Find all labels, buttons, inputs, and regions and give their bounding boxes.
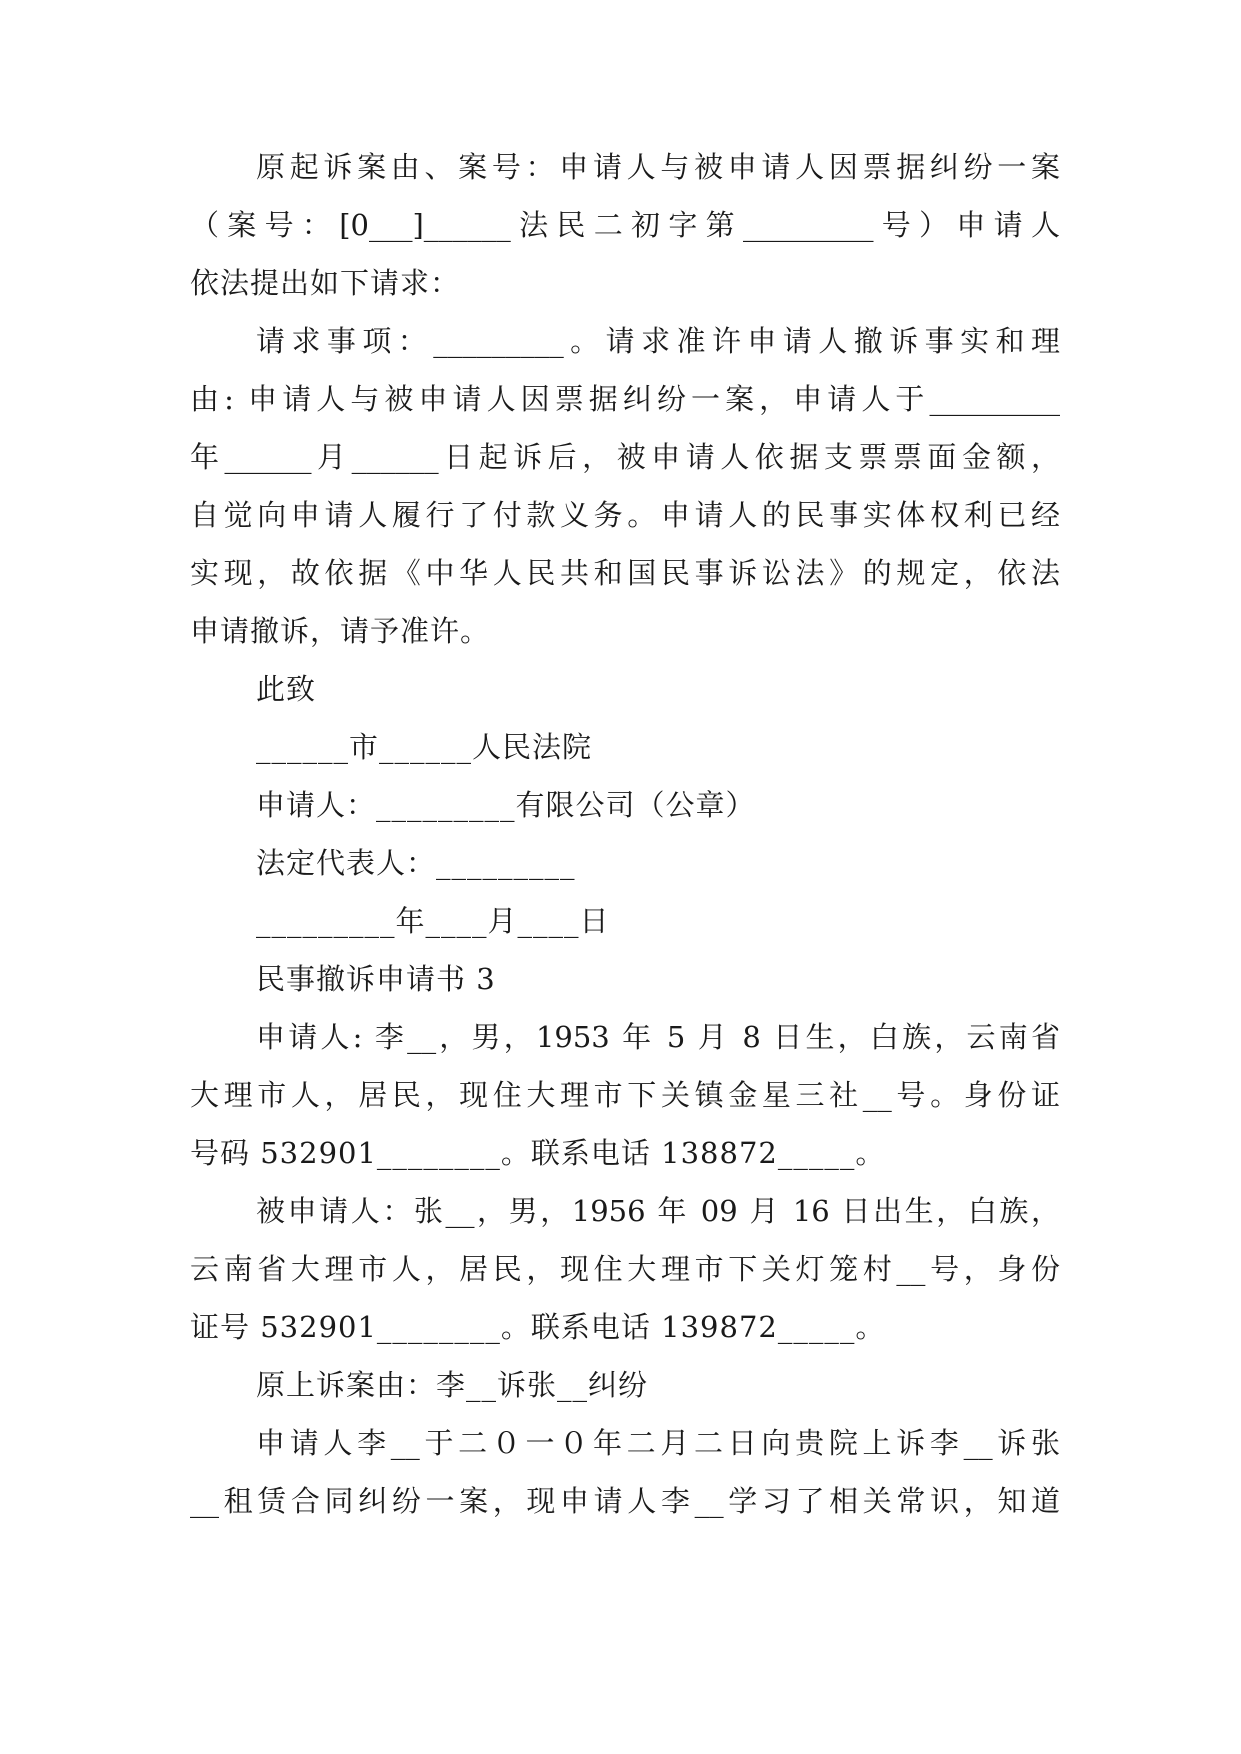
paragraph-line: 申请人: 李__，男，1953 年 5 月 8 日生，白族，云南省 [256,1020,1060,1054]
paragraph-line: __租赁合同纠纷一案，现申请人李__学习了相关常识，知道 [190,1484,1060,1518]
paragraph-line: 自觉向申请人履行了付款义务。申请人的民事实体权利已经 [190,498,1060,532]
paragraph-line: 云南省大理市人，居民，现住大理市下关灯笼村__号，身份 [190,1252,1060,1286]
salutation: 此致 [256,672,317,706]
paragraph-line: 依法提出如下请求： [190,266,461,300]
paragraph-line: 实现，故依据《中华人民共和国民事诉讼法》的规定，依法 [190,556,1060,590]
section-title: 民事撤诉申请书 3 [256,962,496,996]
paragraph-line: （案号：[0___]______法民二初字第_________号）申请人 [190,208,1060,242]
paragraph-line: 请求事项：_________。请求准许申请人撤诉事实和理 [256,324,1060,358]
paragraph-line: 年______月______日起诉后，被申请人依据支票票面金额， [190,440,1060,474]
paragraph-line: 申请人李__于二０一０年二月二日向贵院上诉李__诉张 [256,1426,1060,1460]
court-name-line: ______市______人民法院 [256,730,593,764]
paragraph-line: 大理市人，居民，现住大理市下关镇金星三社__号。身份证 [190,1078,1060,1112]
paragraph-line: 原起诉案由、案号：申请人与被申请人因票据纠纷一案 [256,150,1060,184]
paragraph-line: 证号 532901________。联系电话 139872_____。 [190,1310,886,1344]
legal-representative-line: 法定代表人：_________ [256,846,576,880]
paragraph-line: 由: 申请人与被申请人因票据纠纷一案，申请人于_________ [190,382,1060,416]
paragraph-line: 申请撤诉，请予准许。 [190,614,491,648]
applicant-signature-line: 申请人：_________有限公司（公章） [256,788,756,822]
date-line: _________年____月____日 [256,904,610,938]
paragraph-line: 原上诉案由：李__诉张__纠纷 [256,1368,649,1402]
paragraph-line: 号码 532901________。联系电话 138872_____。 [190,1136,886,1170]
paragraph-line: 被申请人：张__，男，1956 年 09 月 16 日出生，白族， [256,1194,1060,1228]
